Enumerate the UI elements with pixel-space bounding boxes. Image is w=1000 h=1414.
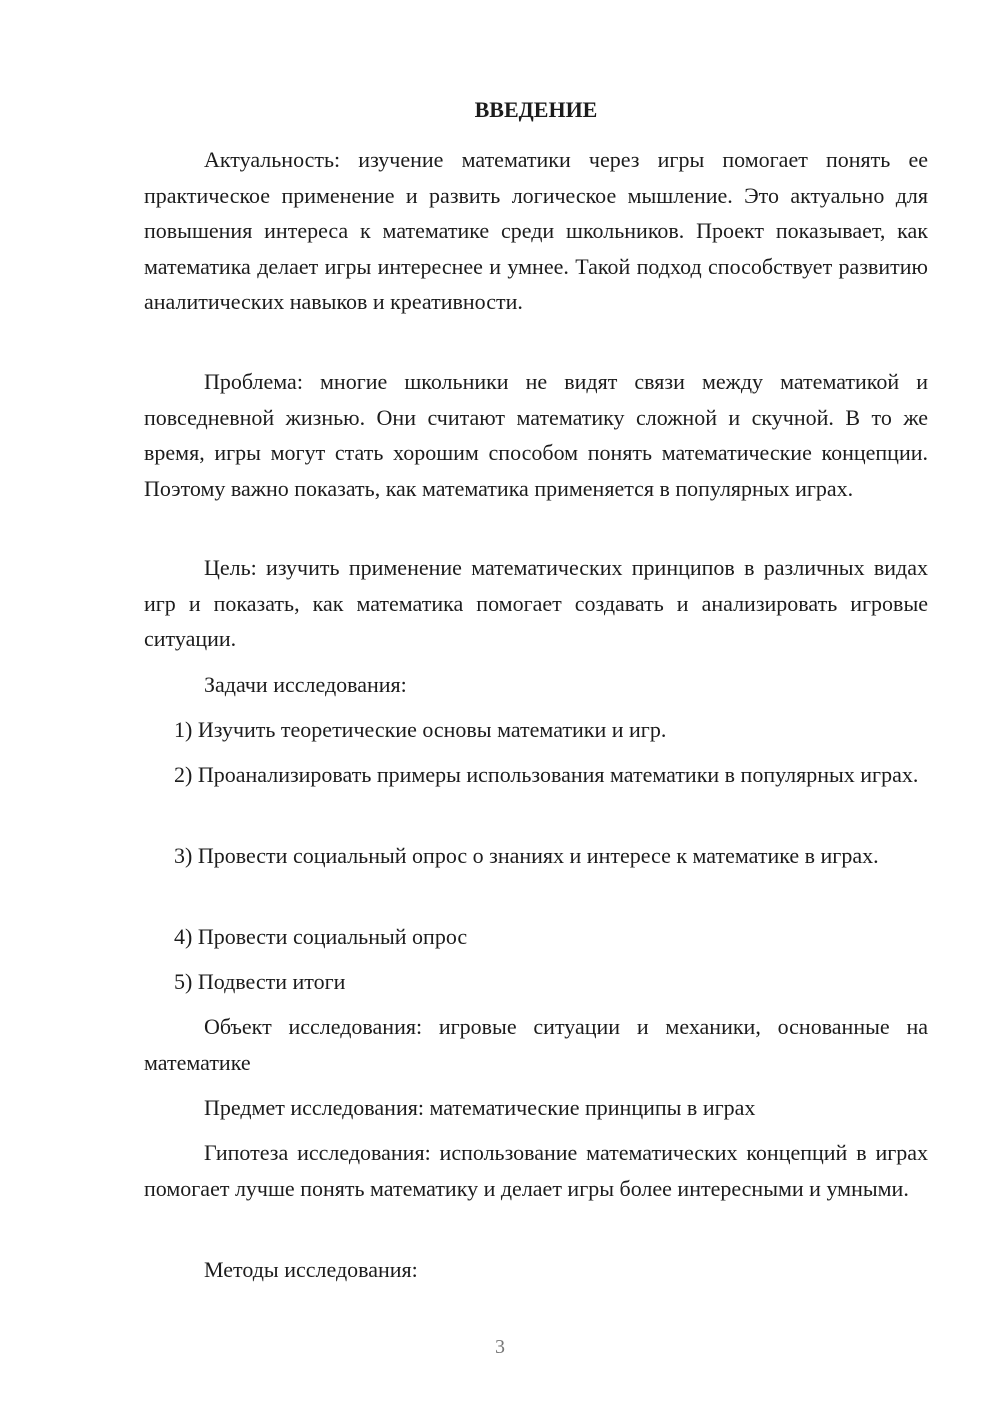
task-item-2: 2) Проанализировать примеры использования математики в популярных играх. [174, 762, 919, 787]
task-item-4: 4) Провести социальный опрос [174, 924, 468, 949]
tasks-heading: Задачи исследования: [204, 672, 407, 697]
task-item-1: 1) Изучить теоретические основы математики и игр. [174, 717, 667, 742]
task-item-3: 3) Провести социальный опрос о знаниях и интересе к математике в играх. [174, 843, 879, 868]
methods-heading: Методы исследования: [204, 1257, 418, 1282]
relevance-paragraph: Актуальность: изучение математики через игры помогает понять ее практическое применение и развить логическое мышление. Это актуально для повышения интереса к математике среди школьников. Проект показывает, как математика делает игры интереснее и умнее. Такой подход способствует развитию аналитических навыков и креативности. [144, 147, 928, 315]
object-paragraph: Объект исследования: игровые ситуации и механики, основанные на математике [144, 1014, 928, 1075]
page-title: ВВЕДЕНИЕ [474, 97, 598, 122]
subject-paragraph: Предмет исследования: математические принципы в играх [204, 1095, 756, 1120]
hypothesis-paragraph: Гипотеза исследования: использование математических концепций в играх помогает лучше понять математику и делает игры более интересными и умными. [144, 1140, 928, 1201]
page-number: 3 [495, 1336, 505, 1358]
problem-paragraph: Проблема: многие школьники не видят связи между математикой и повседневной жизнью. Они считают математику сложной и скучной. В то же время, игры могут стать хорошим способом понять математические концепции. Поэтому важно показать, как математика применяется в популярных играх. [144, 369, 928, 501]
goal-paragraph: Цель: изучить применение математических принципов в различных видах игр и показать, как математика помогает создавать и анализировать игровые ситуации. [144, 555, 928, 652]
task-item-5: 5) Подвести итоги [174, 969, 346, 994]
